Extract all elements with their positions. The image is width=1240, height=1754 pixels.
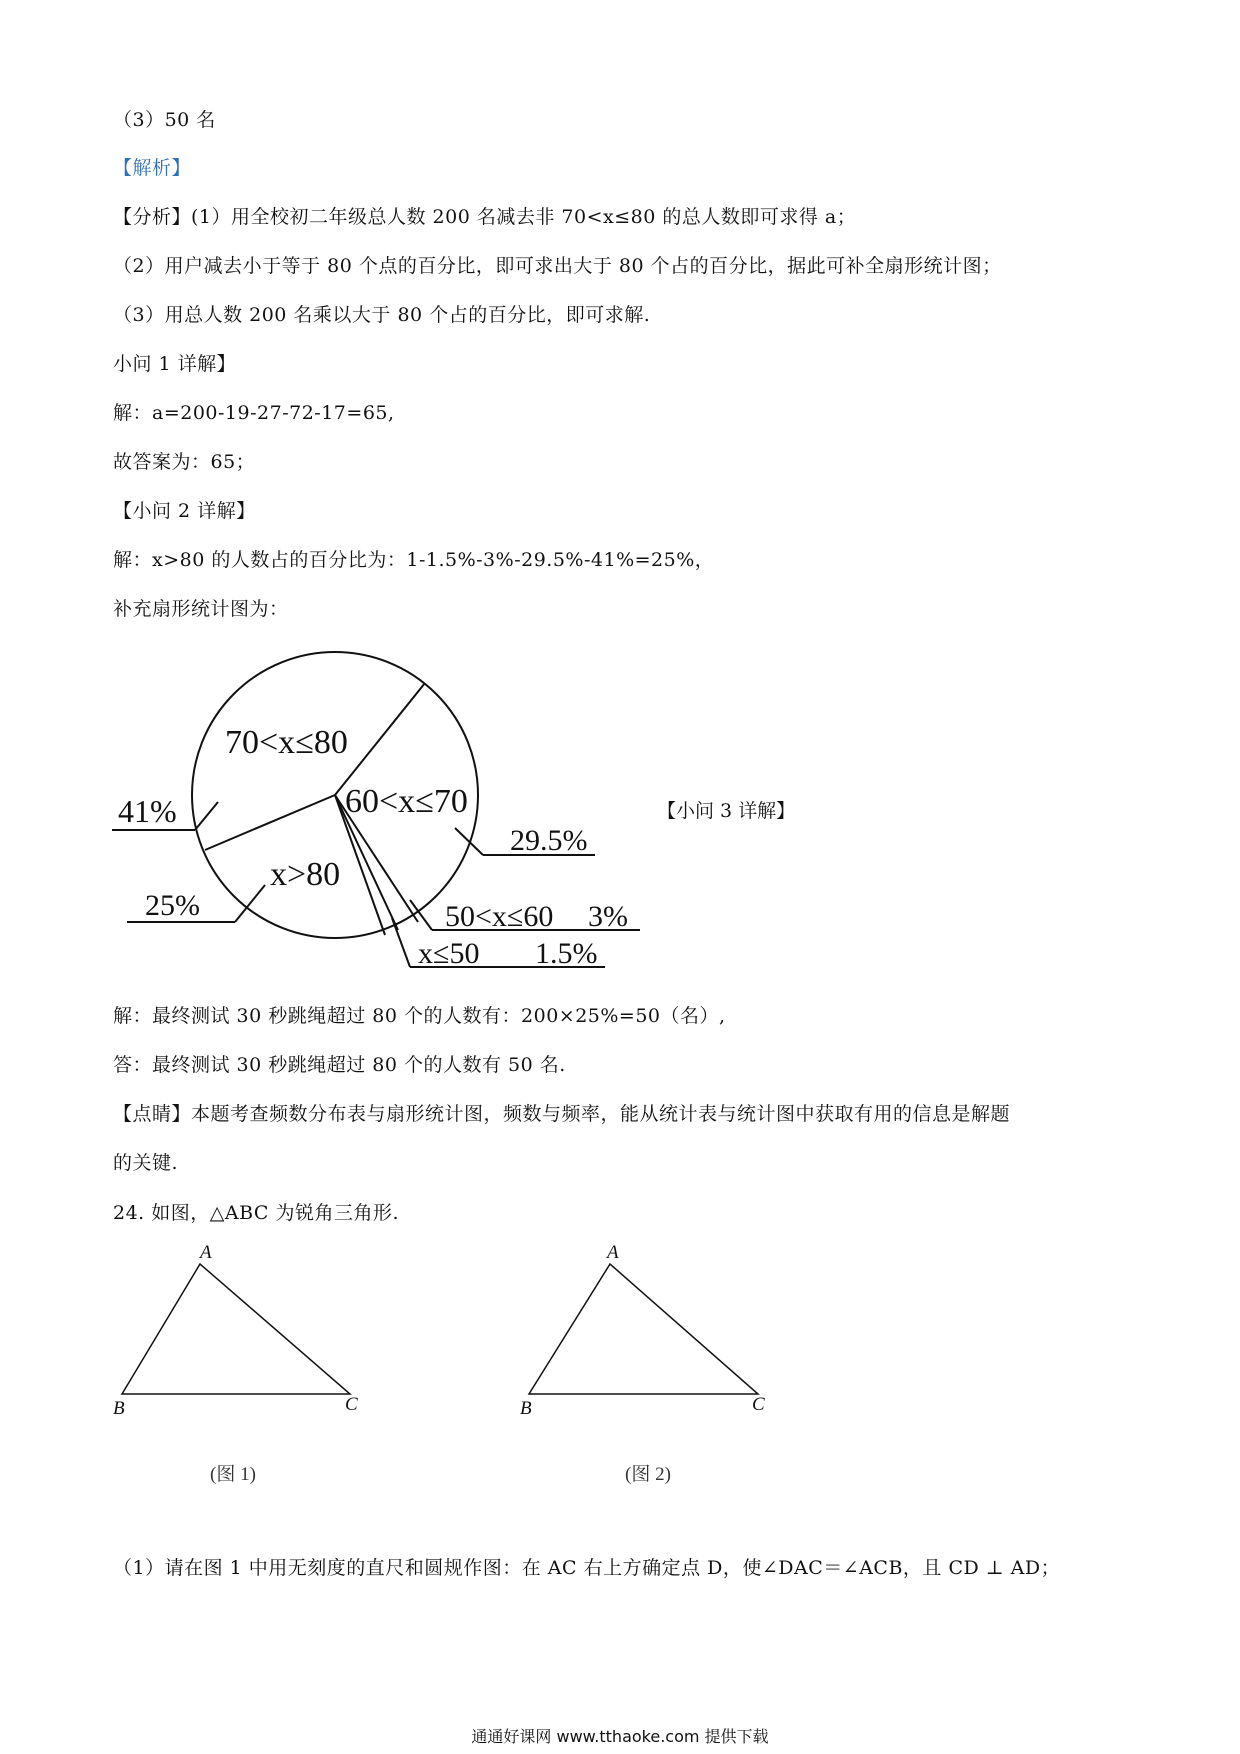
pie-label-gt80: x>80	[270, 856, 341, 893]
pie-percent-25: 25%	[145, 889, 200, 922]
pie-label-le50: x≤50	[418, 937, 480, 970]
triangle-abc	[529, 1264, 758, 1394]
answer-part3: （3）50 名	[113, 109, 216, 131]
analysis-line-2: （2）用户减去小于等于 80 个点的百分比，即可求出大于 80 个占的百分比，据此可补全扇形统计图；	[113, 255, 1002, 277]
vertex-label-a: A	[607, 1242, 619, 1263]
vertex-label-c: C	[345, 1394, 358, 1415]
pie-label-70-80: 70<x≤80	[225, 724, 348, 761]
comment-line-1: 【点睛】本题考查频数分布表与扇形统计图，频数与频率，能从统计表与统计图中获取有用的信息是解题	[113, 1103, 1011, 1125]
vertex-label-a: A	[200, 1242, 212, 1263]
pie-chart-figure	[110, 640, 650, 970]
vertex-label-b: B	[520, 1398, 532, 1419]
pie-percent-3: 3%	[588, 900, 628, 933]
pie-percent-41: 41%	[118, 793, 177, 829]
pie-percent-1-5: 1.5%	[535, 937, 598, 970]
solution-2-line-1: 解：x>80 的人数占的百分比为：1-1.5%-3%-29.5%-41%=25%，	[113, 549, 715, 571]
pie-label-60-70: 60<x≤70	[345, 783, 468, 820]
question-24-part1: （1）请在图 1 中用无刻度的直尺和圆规作图：在 AC 右上方确定点 D，使∠DAC＝∠ACB，且 CD ⊥ AD；	[113, 1557, 1061, 1579]
solution-2-line-2: 补充扇形统计图为：	[113, 598, 289, 620]
leader-line-41	[195, 802, 218, 830]
solution-1-line-1: 解：a=200-19-27-72-17=65,	[113, 402, 395, 424]
leader-line-1-5	[392, 918, 410, 967]
page-footer: 通通好课网 www.tthaoke.com 提供下载	[471, 1727, 769, 1746]
pie-label-50-60: 50<x≤60	[445, 900, 554, 933]
comment-line-2: 的关键.	[113, 1152, 179, 1174]
solution-3-line-2: 答：最终测试 30 秒跳绳超过 80 个的人数有 50 名.	[113, 1054, 566, 1076]
leader-line-29-5	[455, 828, 483, 855]
subquestion-3-heading: 【小问 3 详解】	[657, 800, 796, 822]
solution-1-line-2: 故答案为：65；	[113, 451, 256, 473]
pie-divider-line	[205, 795, 335, 850]
pie-percent-29-5: 29.5%	[510, 824, 588, 857]
analysis-line-3: （3）用总人数 200 名乘以大于 80 个占的百分比，即可求解.	[113, 304, 651, 326]
subquestion-1-heading: 小问 1 详解】	[113, 353, 237, 375]
figure-1-caption: (图 1)	[210, 1464, 256, 1485]
vertex-label-b: B	[113, 1398, 125, 1419]
vertex-label-c: C	[752, 1394, 765, 1415]
subquestion-2-heading: 【小问 2 详解】	[113, 500, 256, 522]
pie-divider-line	[335, 683, 425, 795]
figure-2-caption: (图 2)	[625, 1464, 671, 1485]
triangle-figure-1	[110, 1240, 380, 1419]
analysis-line-1: 【分析】(1）用全校初二年级总人数 200 名减去非 70<x≤80 的总人数即可求得 a；	[113, 206, 857, 228]
question-24-title: 24. 如图，△ABC 为锐角三角形.	[113, 1202, 400, 1224]
solution-3-line-1: 解：最终测试 30 秒跳绳超过 80 个的人数有：200×25%=50（名）,	[113, 1005, 726, 1027]
triangle-abc	[122, 1264, 350, 1394]
analysis-heading: 【解析】	[113, 157, 192, 179]
triangle-figure-2	[515, 1240, 785, 1419]
